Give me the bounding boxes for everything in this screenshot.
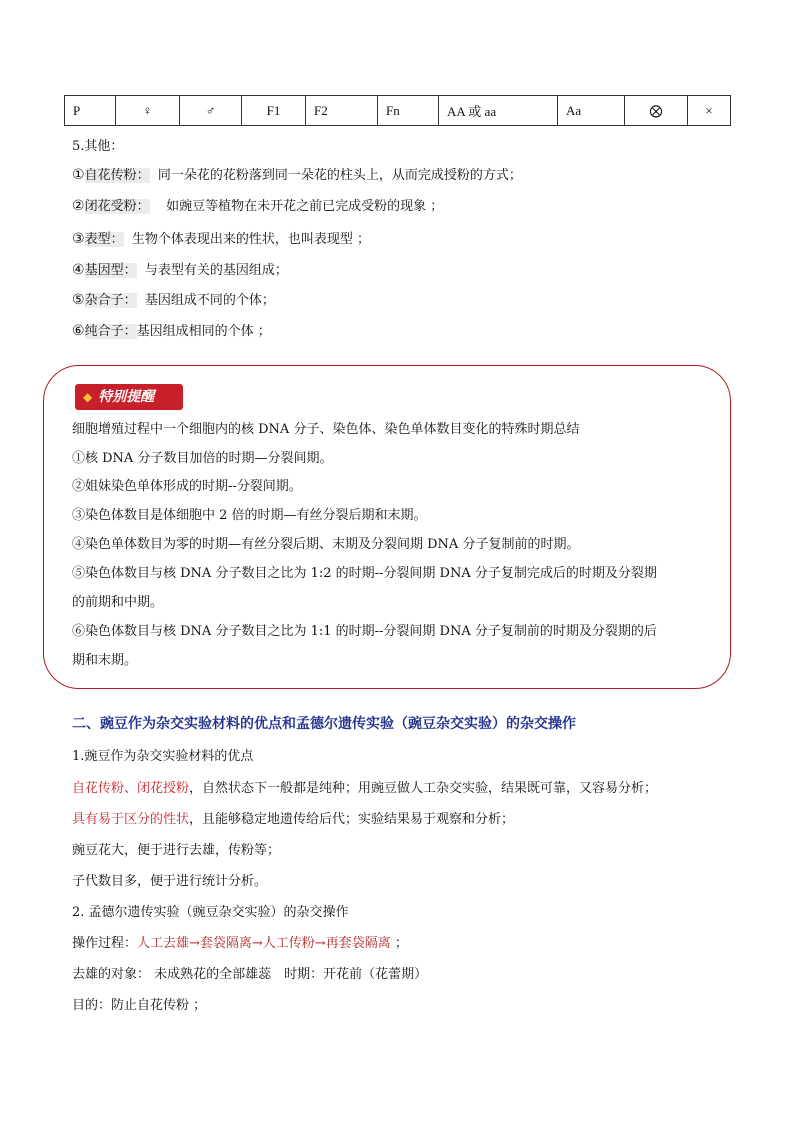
definition-item: [72, 259, 288, 278]
reminder-line: ①核 DNA 分子数目加倍的时期—分裂间期。: [72, 451, 333, 466]
section-title: 二、豌豆作为杂交实验材料的优点和孟德尔遗传实验（豌豆杂交实验）的杂交操作: [72, 716, 576, 732]
definition-text: 基因组成相同的个体 ；: [136, 324, 271, 339]
symbol-cell: AA 或 aa: [439, 96, 558, 126]
definition-term: 自花传粉：: [84, 168, 150, 183]
item-number: ②: [72, 198, 85, 214]
advantage-line: [72, 808, 514, 827]
advantage-line: 子代数目多，便于进行统计分析。: [72, 874, 268, 889]
item-number: ③: [72, 231, 85, 247]
reminder-line: ⑥染色体数目与核 DNA 分子数目之比为 1:1 的时期--分裂间期 DNA 分子复制前的时期及分裂期的后: [72, 624, 657, 639]
symbol-cell: F1: [242, 96, 306, 126]
symbol-cell: ⨂: [625, 96, 688, 126]
advantage-line: 豌豆花大，便于进行去雄，传粉等；: [72, 843, 281, 858]
genetic-symbols-table: [64, 95, 731, 126]
advantage-line: [72, 777, 657, 796]
others-heading: 5.其他：: [72, 139, 124, 154]
definition-term: 表型：: [84, 232, 124, 247]
definition-text: 基因组成不同的个体；: [144, 293, 275, 308]
symbol-cell: ♂: [180, 96, 242, 126]
definition-text: 同一朵花的花粉落到同一朵花的柱头上，从而完成授粉的方式；: [157, 168, 522, 183]
advantage-text: ，且能够稳定地遗传给后代；实验结果易于观察和分析；: [189, 812, 515, 827]
reminder-line: ⑤染色体数目与核 DNA 分子数目之比为 1:2 的时期--分裂间期 DNA 分子复制完成后的时期及分裂期: [72, 566, 657, 581]
definition-term: 闭花受粉：: [84, 199, 150, 214]
operation-line: [72, 932, 408, 951]
definition-item: [72, 228, 370, 247]
symbol-cell: F2: [306, 96, 378, 126]
definition-item: [72, 289, 275, 308]
reminder-box: [43, 365, 731, 689]
advantage-text: ，自然状态下一般都是纯种；用豌豆做人工杂交实验，结果既可靠，又容易分析；: [189, 781, 658, 796]
symbol-cell: ♀: [116, 96, 180, 126]
item-number: ⑤: [72, 292, 85, 308]
reminder-tag-label: 特别提醒: [98, 389, 155, 405]
highlight-text: 具有易于区分的性状: [72, 812, 190, 827]
operation-label: 操作过程：: [72, 936, 138, 951]
definition-item: [72, 164, 522, 183]
highlight-text: 自花传粉、闭花授粉: [72, 781, 190, 796]
definition-text: 如豌豆等植物在未开花之前已完成受粉的现象 ；: [166, 199, 444, 214]
castration-line: 去雄的对象： 未成熟花的全部雄蕊 时期：开花前（花蕾期）: [72, 967, 428, 982]
reminder-line: ②姐妹染色单体形成的时期--分裂间期。: [72, 479, 302, 494]
reminder-line: ③染色体数目是体细胞中 2 倍的时期—有丝分裂后期和末期。: [72, 508, 427, 523]
purpose-line: 目的：防止自花传粉 ；: [72, 998, 207, 1013]
definition-item: [72, 195, 443, 214]
item-number: ①: [72, 167, 85, 183]
definition-text: 生物个体表现出来的性状，也叫表现型 ；: [131, 232, 370, 247]
definition-item: [72, 320, 271, 339]
item-number: ⑥: [72, 323, 85, 339]
definition-term: 基因型：: [84, 263, 137, 278]
reminder-line: 期和末期。: [72, 653, 138, 668]
definition-text: 与表型有关的基因组成；: [144, 263, 288, 278]
symbols-row: [65, 96, 731, 126]
operation-steps: 人工去雄→套袋隔离→人工传粉→再套袋隔离: [137, 936, 391, 951]
diamond-icon: ◆: [83, 390, 93, 404]
subsection-title: 1.豌豆作为杂交实验材料的优点: [72, 749, 254, 764]
reminder-line: ④染色单体数目为零的时期—有丝分裂后期、末期及分裂间期 DNA 分子复制前的时期。: [72, 537, 580, 552]
reminder-intro: 细胞增殖过程中一个细胞内的核 DNA 分子、染色体、染色单体数目变化的特殊时期总结: [72, 422, 580, 437]
definition-term: 纯合子：: [84, 324, 137, 339]
symbol-cell: P: [65, 96, 116, 126]
subsection-title: 2. 孟德尔遗传实验（豌豆杂交实验）的杂交操作: [72, 905, 349, 920]
reminder-line: 的前期和中期。: [72, 595, 164, 610]
symbol-cell: Fn: [378, 96, 439, 126]
definition-term: 杂合子：: [84, 293, 137, 308]
symbol-cell: Aa: [558, 96, 625, 126]
item-number: ④: [72, 262, 85, 278]
operation-end: ；: [390, 936, 408, 951]
symbol-cell: ×: [688, 96, 731, 126]
reminder-tag: [75, 384, 183, 410]
